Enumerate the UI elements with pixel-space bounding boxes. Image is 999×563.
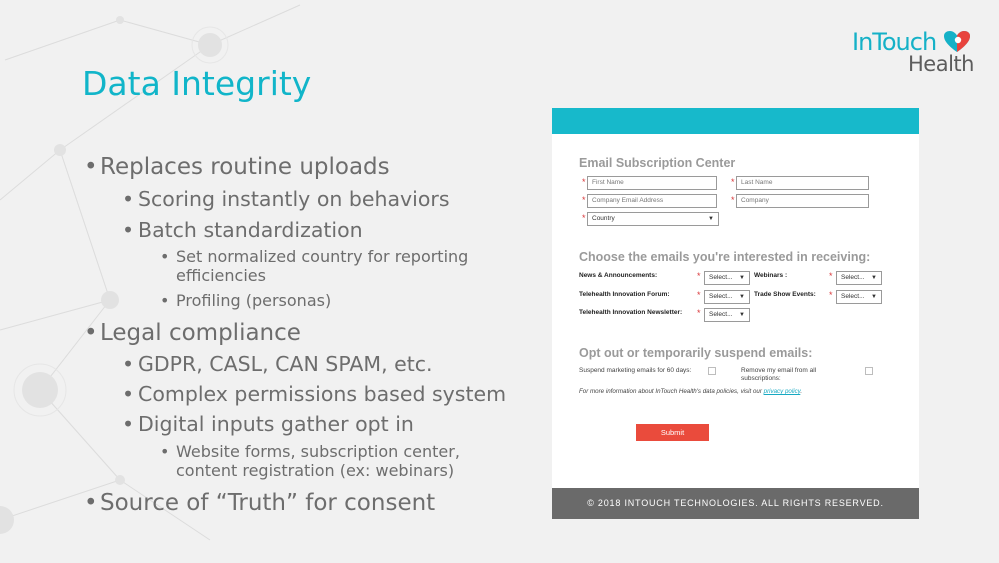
- email-subscription-form: [552, 108, 919, 519]
- bullet-item: • Complex permissions based system: [122, 382, 507, 406]
- first-name-input[interactable]: First Name: [587, 176, 717, 190]
- required-marker: *: [697, 271, 701, 281]
- privacy-policy-link[interactable]: privacy policy: [763, 388, 801, 395]
- caret-down-icon: ▼: [739, 312, 745, 318]
- required-marker: *: [582, 213, 586, 223]
- news-select[interactable]: [704, 271, 750, 285]
- caret-down-icon: ▼: [871, 294, 877, 300]
- optout-heading: Opt out or temporarily suspend emails:: [579, 346, 813, 360]
- required-marker: *: [582, 195, 586, 205]
- email-input[interactable]: Company Email Address: [587, 194, 717, 208]
- bullet-item: • Website forms, subscription center,: [160, 442, 460, 461]
- form-header-bar: [552, 108, 919, 134]
- bullet-item: • GDPR, CASL, CAN SPAM, etc.: [122, 352, 433, 376]
- caret-down-icon: ▼: [739, 294, 745, 300]
- suspend-label: Suspend marketing emails for 60 days:: [579, 367, 692, 374]
- bullet-item: • Source of “Truth” for consent: [84, 490, 436, 516]
- trade-show-label: Trade Show Events:: [754, 291, 816, 298]
- telehealth-newsletter-select[interactable]: [704, 308, 750, 322]
- caret-down-icon: ▼: [871, 275, 877, 281]
- logo-text-health: Health: [908, 52, 974, 76]
- heart-icon: [943, 30, 971, 54]
- slide-title: Data Integrity: [82, 64, 312, 103]
- company-input[interactable]: Company: [736, 194, 869, 208]
- privacy-note: For more information about InTouch Health's data policies, visit our privacy policy.: [579, 388, 803, 395]
- required-marker: *: [697, 308, 701, 318]
- webinars-select[interactable]: [836, 271, 882, 285]
- telehealth-forum-select[interactable]: [704, 290, 750, 304]
- required-marker: *: [582, 177, 586, 187]
- country-select-value: Country: [592, 215, 615, 222]
- intouch-health-logo: [848, 26, 983, 76]
- select-value: Select...: [841, 274, 865, 281]
- bullet-item: • Replaces routine uploads: [84, 154, 390, 180]
- caret-down-icon: ▼: [739, 275, 745, 281]
- bullet-item-continuation: efficiencies: [176, 266, 266, 285]
- bullet-item: • Profiling (personas): [160, 291, 332, 310]
- select-value: Select...: [709, 274, 733, 281]
- required-marker: *: [731, 195, 735, 205]
- bullet-item-continuation: content registration (ex: webinars): [176, 461, 455, 480]
- bullet-item: • Set normalized country for reporting: [160, 247, 469, 266]
- required-marker: *: [731, 177, 735, 187]
- select-value: Select...: [709, 293, 733, 300]
- submit-button[interactable]: Submit: [636, 424, 709, 441]
- caret-down-icon: ▼: [708, 216, 714, 222]
- form-footer: © 2018 INTOUCH TECHNOLOGIES. ALL RIGHTS RESERVED.: [552, 488, 919, 519]
- suspend-checkbox[interactable]: [708, 367, 716, 375]
- select-value: Select...: [709, 311, 733, 318]
- select-value: Select...: [841, 293, 865, 300]
- remove-label: Remove my email from all subscriptions:: [741, 367, 817, 382]
- logo-text-intouch: InTouch: [852, 28, 937, 56]
- form-heading: Email Subscription Center: [579, 156, 736, 170]
- emails-heading: Choose the emails you're interested in receiving:: [579, 250, 871, 264]
- bullet-item: • Digital inputs gather opt in: [122, 412, 414, 436]
- country-select[interactable]: [587, 212, 719, 226]
- remove-checkbox[interactable]: [865, 367, 873, 375]
- telehealth-newsletter-label: Telehealth Innovation Newsletter:: [579, 309, 683, 316]
- required-marker: *: [829, 271, 833, 281]
- bullet-item: • Scoring instantly on behaviors: [122, 187, 450, 211]
- required-marker: *: [697, 290, 701, 300]
- trade-show-select[interactable]: [836, 290, 882, 304]
- required-marker: *: [829, 290, 833, 300]
- telehealth-forum-label: Telehealth Innovation Forum:: [579, 291, 670, 298]
- bullet-item: • Batch standardization: [122, 218, 363, 242]
- news-label: News & Announcements:: [579, 272, 658, 279]
- webinars-label: Webinars :: [754, 272, 788, 279]
- bullet-item: • Legal compliance: [84, 320, 301, 346]
- last-name-input[interactable]: Last Name: [736, 176, 869, 190]
